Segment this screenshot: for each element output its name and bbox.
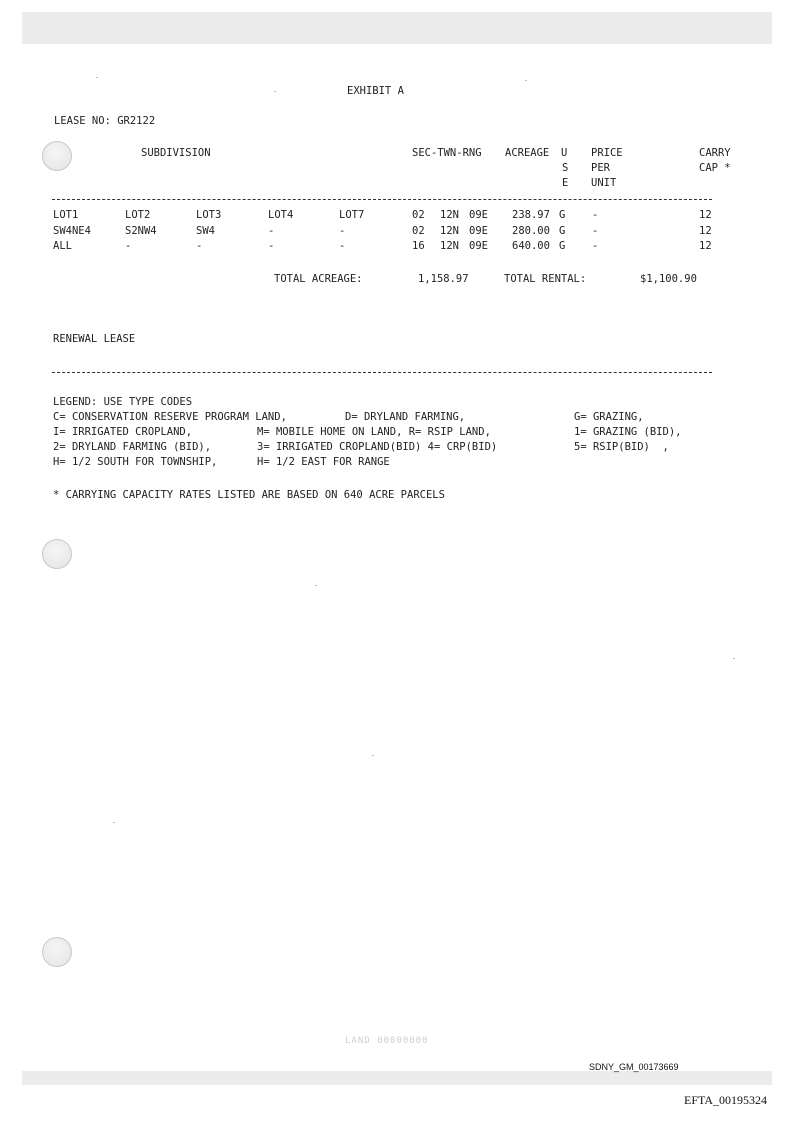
row-subdivision-cell: LOT4: [268, 209, 294, 221]
total-acreage-value: 1,158.97: [418, 273, 469, 285]
row-township: 12N: [440, 240, 459, 252]
legend-line: D= DRYLAND FARMING,: [345, 411, 466, 423]
total-rental-label: TOTAL RENTAL:: [504, 273, 587, 285]
efta-number: EFTA_00195324: [684, 1093, 768, 1107]
row-carry: 12: [699, 209, 712, 221]
exhibit-title: EXHIBIT A: [347, 85, 404, 97]
legend-line: I= IRRIGATED CROPLAND,: [53, 426, 193, 438]
legend-line: 5= RSIP(BID) ,: [574, 441, 669, 453]
header-price-1: PRICE: [591, 147, 623, 159]
row-subdivision-cell: -: [268, 240, 275, 252]
header-use-1: U: [561, 147, 568, 159]
legend-line: M= MOBILE HOME ON LAND, R= RSIP LAND,: [257, 426, 491, 438]
punch-hole-middle: [42, 539, 72, 569]
legend-line: 2= DRYLAND FARMING (BID),: [53, 441, 212, 453]
scan-speck: [96, 77, 98, 78]
row-subdivision-cell: SW4: [196, 225, 215, 237]
legend-line: 1= GRAZING (BID),: [574, 426, 682, 438]
row-township: 12N: [440, 225, 459, 237]
bates-number: SDNY_GM_00173669: [589, 1062, 679, 1072]
header-carry-2: CAP *: [699, 162, 731, 174]
row-section: 02: [412, 209, 425, 221]
punch-hole-bottom: [42, 937, 72, 967]
row-use: G: [559, 225, 566, 237]
row-acreage: 640.00: [512, 240, 550, 252]
row-subdivision-cell: LOT3: [196, 209, 222, 221]
row-use: G: [559, 240, 566, 252]
row-range: 09E: [469, 225, 488, 237]
faint-stamp: LAND 00000000: [345, 1036, 429, 1046]
row-section: 16: [412, 240, 425, 252]
row-use: G: [559, 209, 566, 221]
header-use-3: E: [562, 177, 569, 189]
row-subdivision-cell: ALL: [53, 240, 72, 252]
row-subdivision-cell: LOT7: [339, 209, 365, 221]
scan-speck: [372, 755, 374, 756]
row-range: 09E: [469, 240, 488, 252]
row-acreage: 280.00: [512, 225, 550, 237]
row-subdivision-cell: SW4NE4: [53, 225, 91, 237]
scan-speck: [274, 91, 276, 92]
legend-line: C= CONSERVATION RESERVE PROGRAM LAND,: [53, 411, 287, 423]
row-acreage: 238.97: [512, 209, 550, 221]
renewal-lease-label: RENEWAL LEASE: [53, 333, 136, 345]
header-acreage: ACREAGE: [505, 147, 550, 159]
row-subdivision-cell: LOT1: [53, 209, 79, 221]
row-carry: 12: [699, 225, 712, 237]
row-subdivision-cell: -: [196, 240, 203, 252]
total-acreage-label: TOTAL ACREAGE:: [274, 273, 363, 285]
row-section: 02: [412, 225, 425, 237]
footnote: * CARRYING CAPACITY RATES LISTED ARE BASED ON 640 ACRE PARCELS: [53, 489, 445, 501]
legend-title: LEGEND: USE TYPE CODES: [53, 396, 193, 408]
legend-line: G= GRAZING,: [574, 411, 644, 423]
scan-top-band: [22, 12, 772, 44]
scan-speck: [733, 658, 735, 659]
legend-line: H= 1/2 SOUTH FOR TOWNSHIP,: [53, 456, 218, 468]
row-price: -: [592, 225, 599, 237]
scan-speck: [525, 80, 527, 81]
punch-hole-top: [42, 141, 72, 171]
row-township: 12N: [440, 209, 459, 221]
scan-speck: [113, 822, 115, 823]
header-subdivision: SUBDIVISION: [141, 147, 211, 159]
row-subdivision-cell: LOT2: [125, 209, 151, 221]
row-price: -: [592, 209, 599, 221]
scan-speck: [315, 585, 317, 586]
row-subdivision-cell: -: [268, 225, 275, 237]
lease-number: LEASE NO: GR2122: [54, 115, 156, 127]
header-price-2: PER: [591, 162, 610, 174]
legend-line: 3= IRRIGATED CROPLAND(BID) 4= CRP(BID): [257, 441, 498, 453]
row-subdivision-cell: -: [339, 240, 346, 252]
header-sec-twn-rng: SEC-TWN-RNG: [412, 147, 482, 159]
row-subdivision-cell: -: [339, 225, 346, 237]
legend-line: H= 1/2 EAST FOR RANGE: [257, 456, 390, 468]
row-price: -: [592, 240, 599, 252]
table-divider: [52, 199, 712, 200]
row-carry: 12: [699, 240, 712, 252]
total-rental-value: $1,100.90: [640, 273, 697, 285]
header-use-2: S: [562, 162, 569, 174]
header-price-3: UNIT: [591, 177, 617, 189]
header-carry-1: CARRY: [699, 147, 731, 159]
row-range: 09E: [469, 209, 488, 221]
row-subdivision-cell: -: [125, 240, 132, 252]
row-subdivision-cell: S2NW4: [125, 225, 157, 237]
section-divider: [52, 372, 712, 373]
